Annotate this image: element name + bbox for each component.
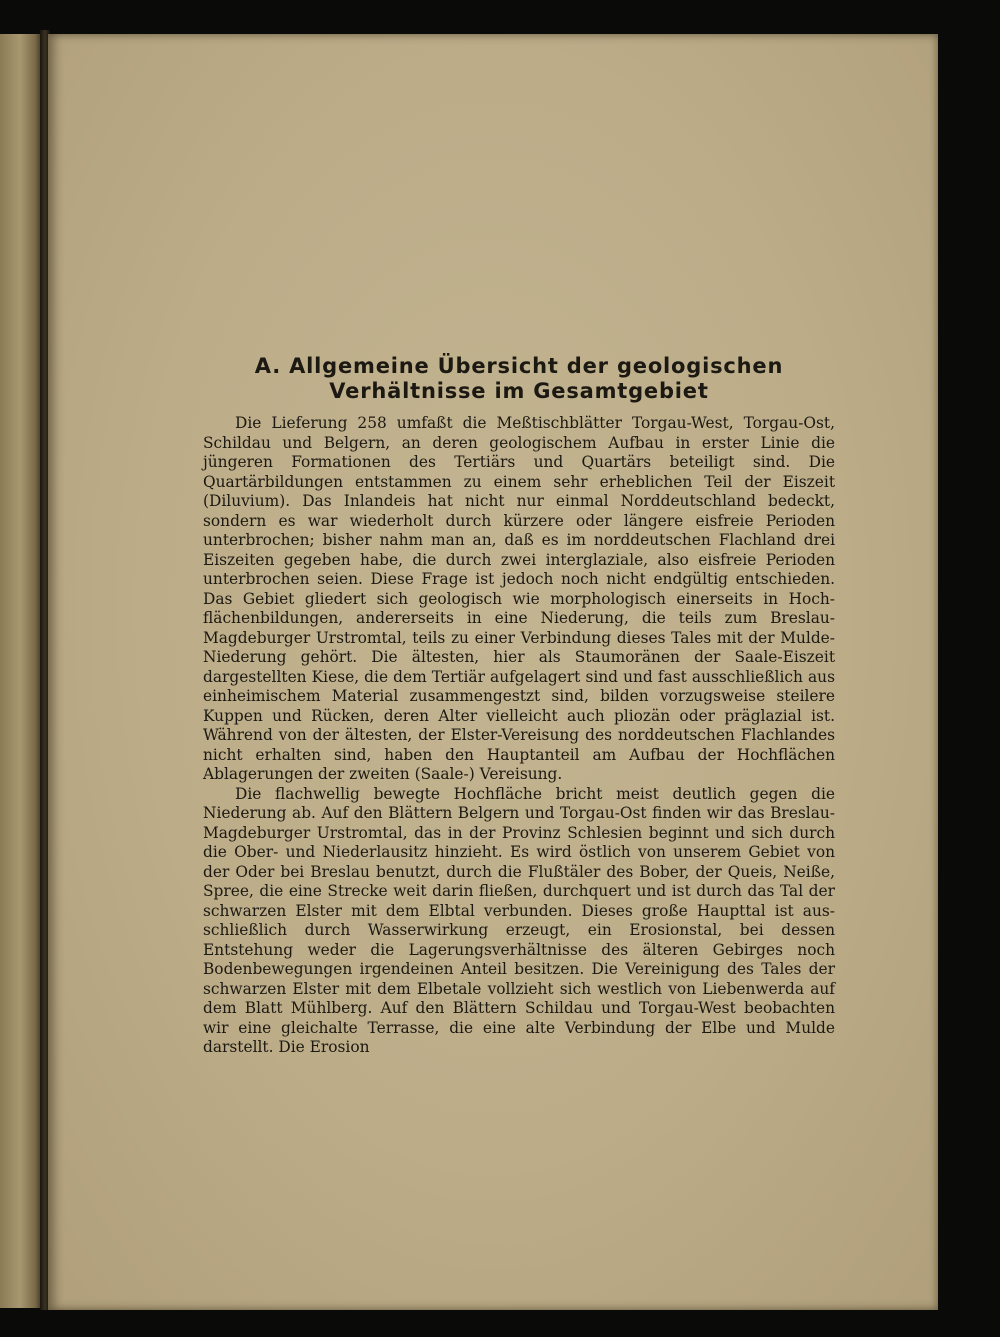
section-heading (203, 354, 835, 404)
book-page (48, 34, 938, 1310)
heading-line-1: A. Allgemeine Übersicht der geologischen (254, 354, 784, 378)
left-page-edge (0, 34, 44, 1308)
paragraph-1: Die Lieferung 258 umfaßt die Meßtischblätter Torgau-West, Torgau-Ost, Schildau und Belgern, an deren geologischem Aufbau in erster Linie die jüngeren Formationen des Tertiärs und Quartärs beteiligt sind. Die Quartärbildungen entstammen zu einem sehr erheblichen Teil der Eiszeit (Diluvium). Das Inlandeis hat nicht nur einmal Norddeutschland bedeckt, sondern es war wiederholt durch kürzere oder längere eisfreie Perioden unterbrochen; bisher nahm man an, daß es im norddeutschen Flachland drei Eiszeiten gegeben habe, die durch zwei interglaziale, also eisfreie Perioden unterbrochen seien. Diese Frage ist jedoch noch nicht endgültig entschieden. Das Gebiet gliedert sich geologisch wie morphologisch einerseits in Hochflächenbildungen, andererseits in eine Niederung, die teils zum Breslau-Magdeburger Urstromtal, teils zu einer Verbindung dieses Tales mit der Mulde-Niederung gehört. Die ältesten, hier als Staumoränen der Saale-Eiszeit dargestellten Kiese, die dem Tertiär aufgelagert sind und fast ausschließlich aus einheimischem Material zusammengestzt sind, bilden vorzugsweise steilere Kuppen und Rücken, deren Alter vielleicht auch pliozän oder präglazial ist. Während von der ältesten, der Elster-Vereisung des norddeutschen Flachlandes nicht erhalten sind, haben den Hauptanteil am Aufbau der Hochflächen Ablagerungen der zweiten (Saale-) Vereisung. (203, 414, 835, 783)
paragraph-2: Die flachwellig bewegte Hochfläche bricht meist deutlich gegen die Niederung ab. Auf den Blättern Belgern und Torgau-Ost finden wir das Breslau-Magdeburger Urstromtal, das in der Provinz Schlesien beginnt und sich durch die Ober- und Niederlausitz hinzieht. Es wird östlich von unserem Gebiet von der Oder bei Breslau benutzt, durch die Flußtäler des Bober, der Queis, Neiße, Spree, die eine Strecke weit darin fließen, durchquert und ist durch das Tal der schwarzen Elster mit dem Elbtal verbunden. Dieses große Haupttal ist ausschließlich durch Wasserwirkung erzeugt, ein Erosionstal, bei dessen Entstehung weder die Lagerungsverhältnisse des älteren Gebirges noch Bodenbewegungen irgendeinen Anteil besitzen. Die Vereinigung des Tales der schwarzen Elster mit dem Elbetale vollzieht sich westlich von Liebenwerda auf dem Blatt Mühlberg. Auf den Blättern Schildau und Torgau-West beobachten wir eine gleichalte Terrasse, die eine alte Verbindung der Elbe und Mulde darstellt. Die Erosion (203, 784, 835, 1056)
page-content (203, 354, 835, 1058)
heading-line-2: Verhältnisse im Gesamtgebiet (329, 379, 709, 403)
